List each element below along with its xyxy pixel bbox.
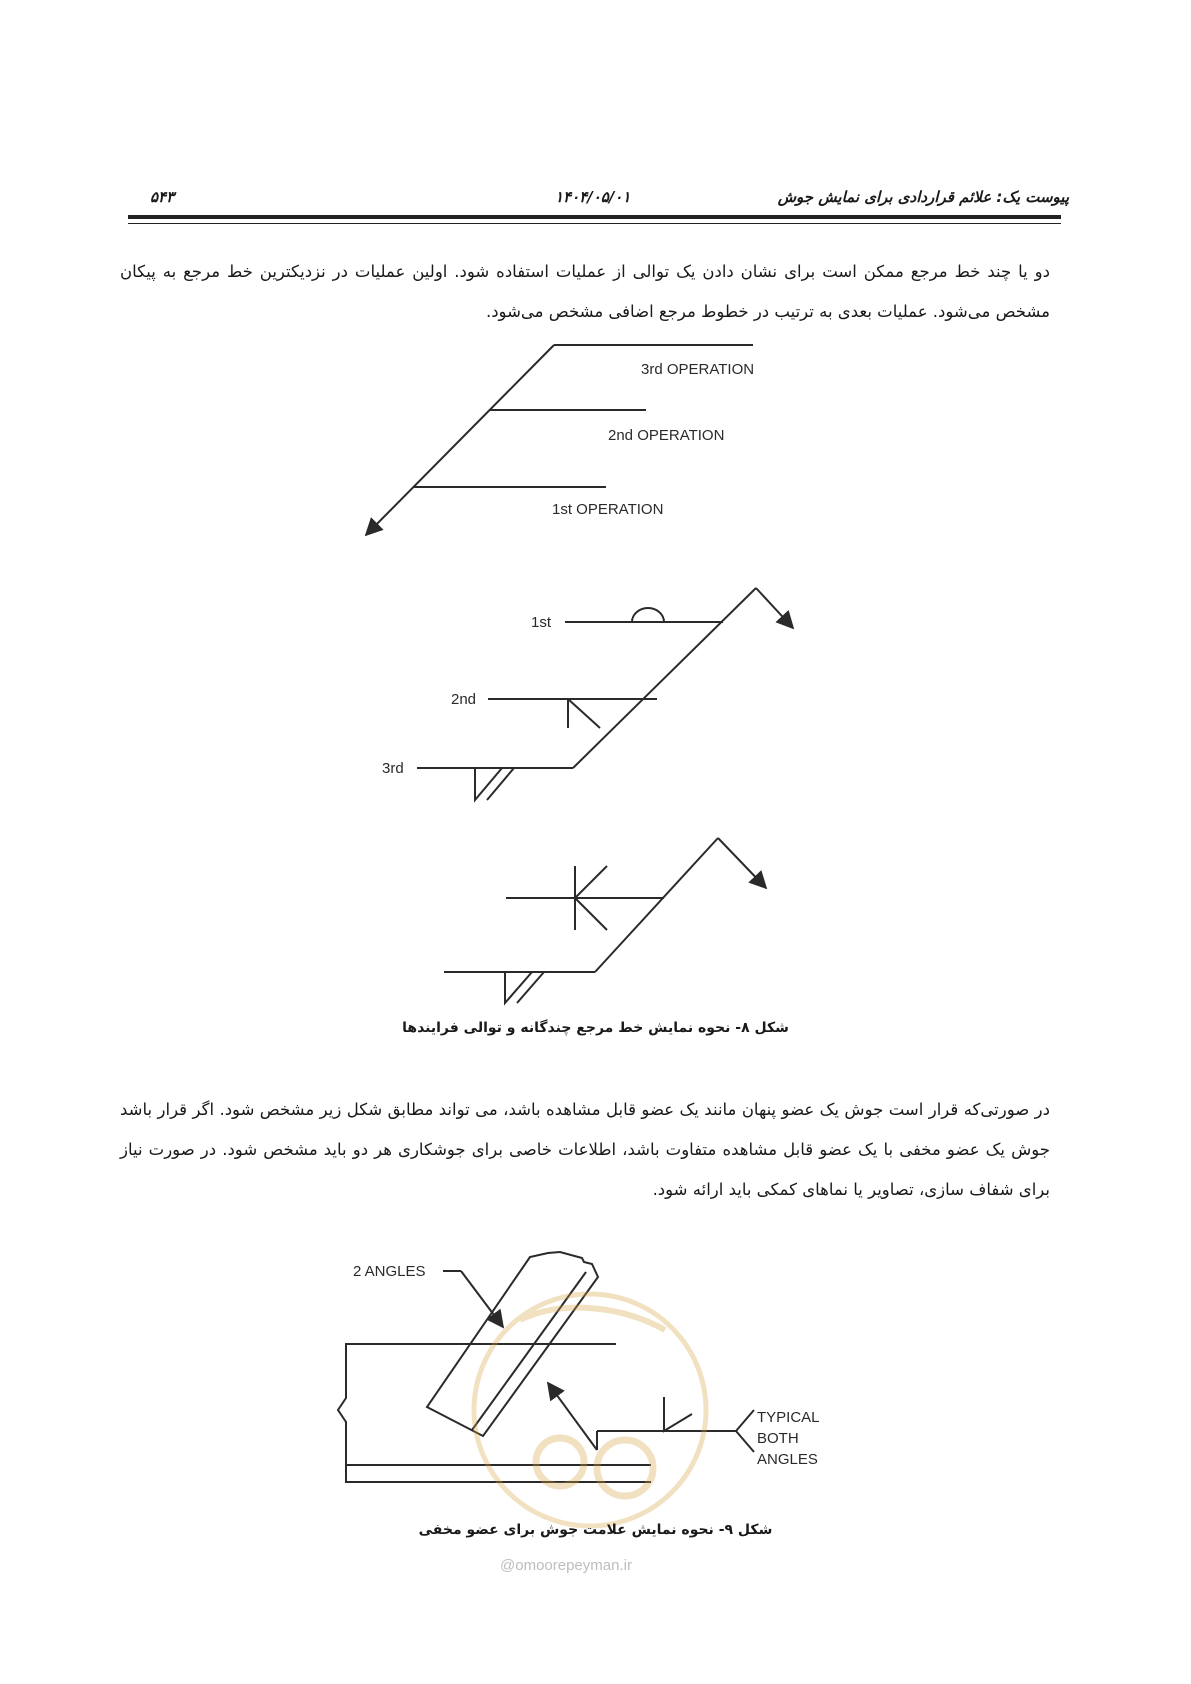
watermark-text: omoorepeyman.ir bbox=[515, 1557, 632, 1574]
typical-tail bbox=[736, 1410, 754, 1452]
paragraph-1: دو یا چند خط مرجع ممکن است برای نشان دادن یک توالی از عملیات استفاده شود. اولین عملیات در نزدیکترین خط مرجع به پیکان مشخص می‌شود. عملیات بعدی به ترتیب در خطوط مرجع اضافی مشخص می‌شود. bbox=[120, 262, 1050, 321]
label-1st-operation: 1st OPERATION bbox=[552, 501, 664, 518]
label-typical-line3: ANGLES bbox=[757, 1451, 818, 1468]
arrow-leader bbox=[366, 345, 554, 535]
leader-diagonal bbox=[595, 838, 718, 972]
weld-symbol-slant bbox=[505, 972, 544, 1003]
label-typical-line2: BOTH bbox=[757, 1430, 799, 1447]
figure-9-caption: شکل ۹- نحوه نمایش علامت جوش برای عضو مخفی bbox=[418, 1522, 773, 1538]
figure-9-diagram bbox=[338, 1252, 754, 1482]
figure-8-diagram-c bbox=[444, 838, 766, 1003]
weld-symbol-semicircle bbox=[632, 608, 664, 622]
label-1st: 1st bbox=[531, 614, 552, 631]
weld-symbol-fillet bbox=[664, 1397, 692, 1431]
arrow-leader bbox=[718, 838, 766, 888]
arrow-leader bbox=[756, 588, 793, 628]
page-number: ۵۴۳ bbox=[150, 188, 175, 206]
label-2-angles: 2 ANGLES bbox=[353, 1263, 426, 1280]
paragraph-2: در صورتی‌که قرار است جوش یک عضو پنهان مانند یک عضو قابل مشاهده باشد، می تواند مطابق شکل زیر مشخص شود. اگر قرار باشد جوش یک عضو مخفی با یک عضو قابل مشاهده متفاوت باشد، اطلاعات خاصی برای جوشکاری هر دو باید مشخص شود. در صورت نیاز برای شفاف سازی، تصاویر یا نماهای کمکی باید ارائه شود. bbox=[120, 1100, 1050, 1199]
running-header-date: ۱۴۰۴/۰۵/۰۱ bbox=[555, 188, 631, 206]
weld-symbol-bevel bbox=[568, 699, 600, 728]
watermark-url bbox=[500, 1557, 632, 1574]
angle-leader-arrow bbox=[461, 1271, 503, 1327]
leader-diagonal bbox=[573, 588, 756, 768]
visible-member-outline bbox=[338, 1344, 651, 1482]
watermark-logo bbox=[474, 1294, 706, 1526]
running-header-title: پیوست یک: علائم قراردادی برای نمایش جوش bbox=[777, 188, 1069, 206]
at-icon: @ bbox=[500, 1557, 516, 1574]
label-3rd: 3rd bbox=[382, 760, 404, 777]
figure-8-caption: شکل ۸- نحوه نمایش خط مرجع چندگانه و توالی فرایندها bbox=[402, 1020, 789, 1036]
weld-symbol-slant bbox=[475, 768, 514, 800]
label-2nd-operation: 2nd OPERATION bbox=[608, 427, 725, 444]
label-3rd-operation: 3rd OPERATION bbox=[641, 361, 755, 378]
label-2nd: 2nd bbox=[451, 691, 477, 708]
label-typical-line1: TYPICAL bbox=[757, 1409, 820, 1426]
